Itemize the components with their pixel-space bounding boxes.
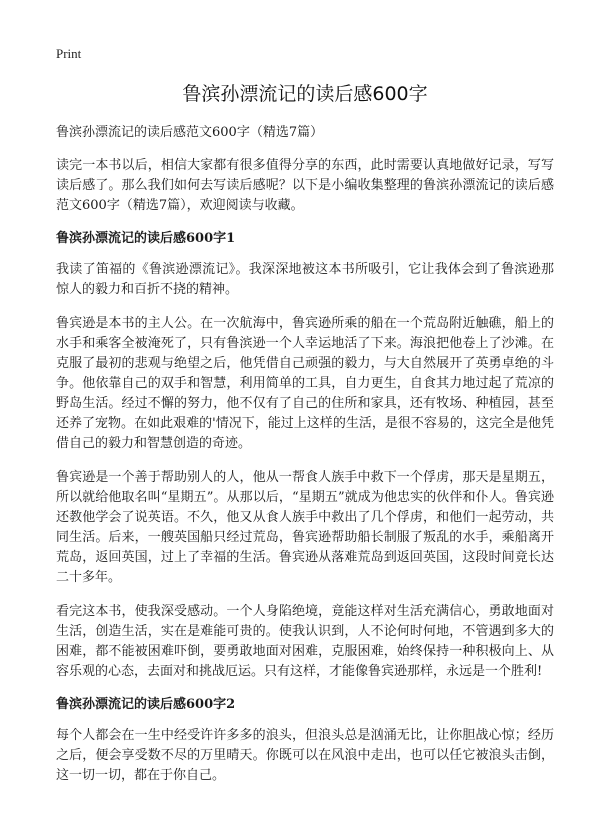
body-paragraph: 每个人都会在一生中经受许许多多的浪头，但浪头总是汹涌无比，让你胆战心惊；经历之后，便会享受数不尽的万里晴天。你既可以在风浪中走出，也可以任它被浪头击倒，这一切一切，都在于你自己。	[56, 728, 554, 783]
article-subtitle: 鲁滨孙漂流记的读后感范文600字（精选7篇）	[56, 125, 324, 140]
section-heading: 鲁滨孙漂流记的读后感600字1	[56, 231, 236, 246]
body-paragraph: 鲁宾逊是一个善于帮助别人的人，他从一帮食人族手中救下一个俘虏，那天是星期五，所以就给他取名叫“星期五”。从那以后，“星期五”就成为他忠实的伙伴和仆人。鲁宾逊还教他学会了说英语。不久，他又从食人族手中救出了几个俘虏，和他们一起劳动，共同生活。后来，一艘英国船只经过荒岛，鲁宾逊帮助船长制服了叛乱的水手，乘船离开荒岛，返回英国，过上了幸福的生活。鲁宾逊从落难荒岛到返回英国，这段时间竟长达二十多年。	[56, 470, 554, 585]
body-paragraph: 鲁宾逊是本书的主人公。在一次航海中，鲁宾逊所乘的船在一个荒岛附近触礁，船上的水手和乘客全被淹死了，只有鲁滨逊一个人幸运地活了下来。海浪把他卷上了沙滩。在克服了最初的悲观与绝望之后，他凭借自己顽强的毅力，与大自然展开了英勇卓绝的斗争。他依靠自己的双手和智慧，利用简单的工具，自力更生，自食其力地过起了荒凉的野岛生活。经过不懈的努力，他不仅有了自己的住所和家具，还有牧场、种植园，甚至还养了宠物。在如此艰难的'情况下，能过上这样的生活，是很不容易的，这完全是他凭借自己的毅力和智慧创造的奇迹。	[56, 316, 554, 451]
section-2	[56, 696, 554, 786]
section-heading: 鲁滨孙漂流记的读后感600字2	[56, 697, 236, 712]
intro-paragraph: 读完一本书以后，相信大家都有很多值得分享的东西，此时需要认真地做好记录，写写读后感了。那么我们如何去写读后感呢？以下是小编收集整理的鲁滨孙漂流记的读后感范文600字（精选7篇），欢迎阅读与收藏。	[56, 158, 554, 213]
page-title: 鲁滨孙漂流记的读后感600字	[182, 83, 428, 105]
print-link[interactable]: Print	[56, 46, 82, 61]
section-1	[56, 230, 554, 682]
body-paragraph: 看完这本书，使我深受感动。一个人身陷绝境，竟能这样对生活充满信心，勇敢地面对生活，创造生活，实在是难能可贵的。使我认识到，人不论何时何地，不管遇到多大的困难，都不能被困难吓倒，要勇敢地面对困难，克服困难，始终保持一种积极向上、从容乐观的心态，去面对和挑战厄运。只有这样，才能像鲁宾逊那样，永远是一个胜利!	[56, 604, 554, 679]
body-paragraph: 我读了笛福的《鲁滨逊漂流记》。我深深地被这本书所吸引，它让我体会到了鲁滨逊那惊人的毅力和百折不挠的精神。	[56, 262, 554, 297]
